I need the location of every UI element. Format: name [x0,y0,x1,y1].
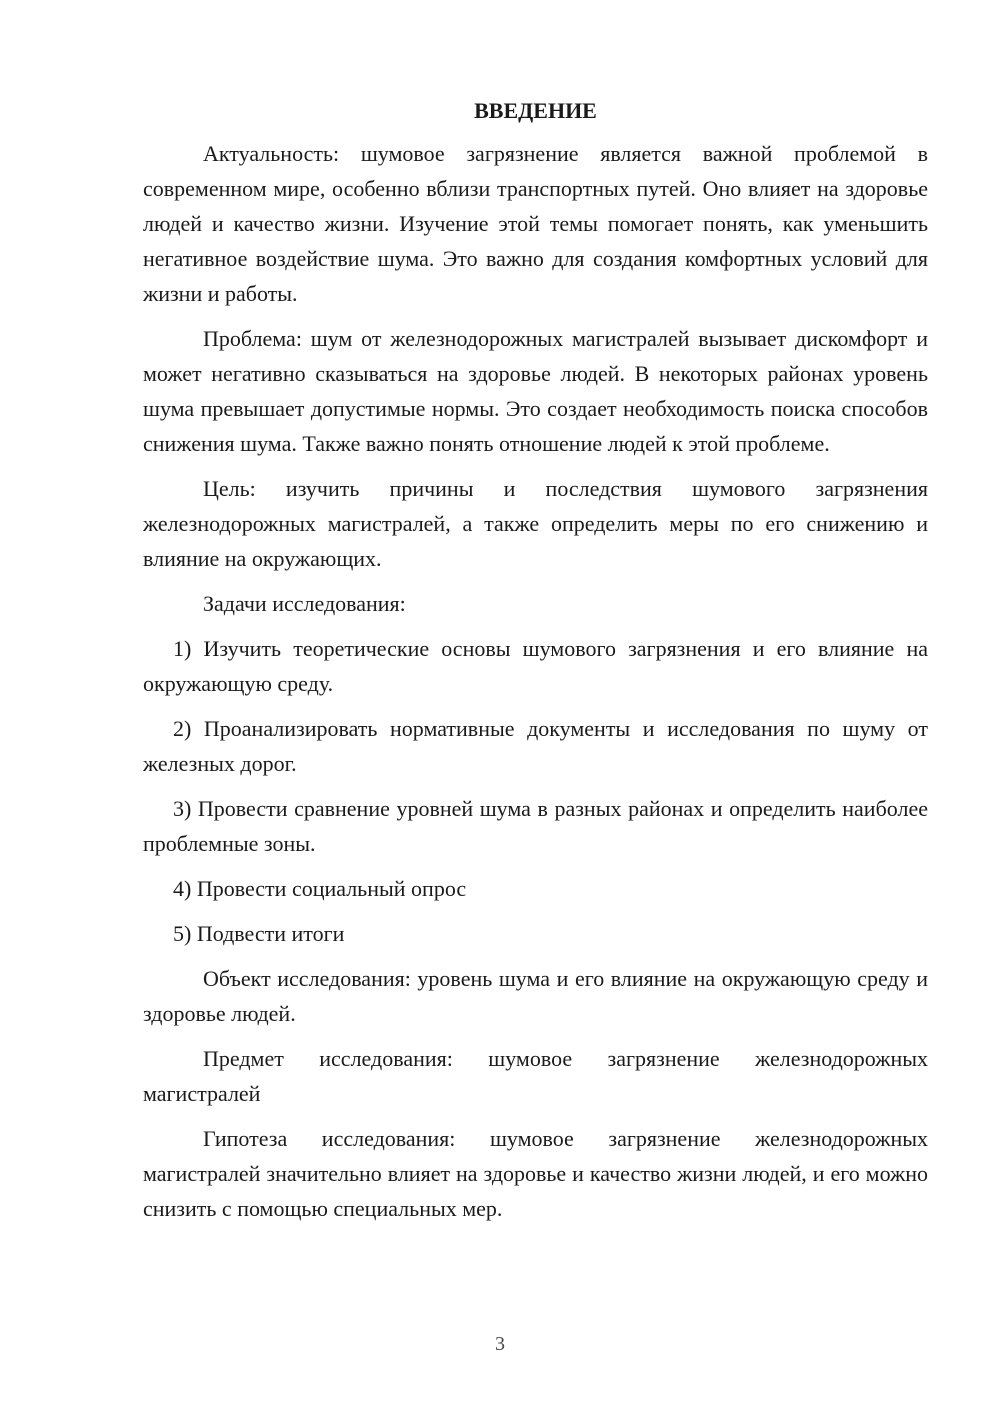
task-item: 4) Провести социальный опрос [173,876,467,901]
paragraph-goal: Цель: изучить причины и последствия шумового загрязнения железнодорожных магистралей, а также определить меры по его снижению и влияние на окружающих. [143,476,928,571]
page-body [143,96,928,1236]
task-item: 3) Провести сравнение уровней шума в разных районах и определить наиболее проблемные зоны. [143,796,928,856]
task-item: 5) Подвести итоги [173,921,345,946]
section-heading: ВВЕДЕНИЕ [474,98,597,123]
task-item: 1) Изучить теоретические основы шумового загрязнения и его влияние на окружающую среду. [143,636,928,696]
paragraph-tasks-intro: Задачи исследования: [203,591,406,616]
paragraph-object: Объект исследования: уровень шума и его влияние на окружающую среду и здоровье людей. [143,966,928,1026]
paragraph-relevance: Актуальность: шумовое загрязнение является важной проблемой в современном мире, особенно вблизи транспортных путей. Оно влияет на здоровье людей и качество жизни. Изучение этой темы помогает понять, как уменьшить негативное воздействие шума. Это важно для создания комфортных условий для жизни и работы. [143,141,928,306]
page-number: 3 [495,1333,505,1355]
paragraph-problem: Проблема: шум от железнодорожных магистралей вызывает дискомфорт и может негативно сказываться на здоровье людей. В некоторых районах уровень шума превышает допустимые нормы. Это создает необходимость поиска способов снижения шума. Также важно понять отношение людей к этой проблеме. [143,326,928,456]
paragraph-subject: Предмет исследования: шумовое загрязнение железнодорожных магистралей [143,1046,928,1106]
paragraph-hypothesis: Гипотеза исследования: шумовое загрязнение железнодорожных магистралей значительно влияет на здоровье и качество жизни людей, и его можно снизить с помощью специальных мер. [143,1126,928,1221]
task-item: 2) Проанализировать нормативные документы и исследования по шуму от железных дорог. [143,716,928,776]
